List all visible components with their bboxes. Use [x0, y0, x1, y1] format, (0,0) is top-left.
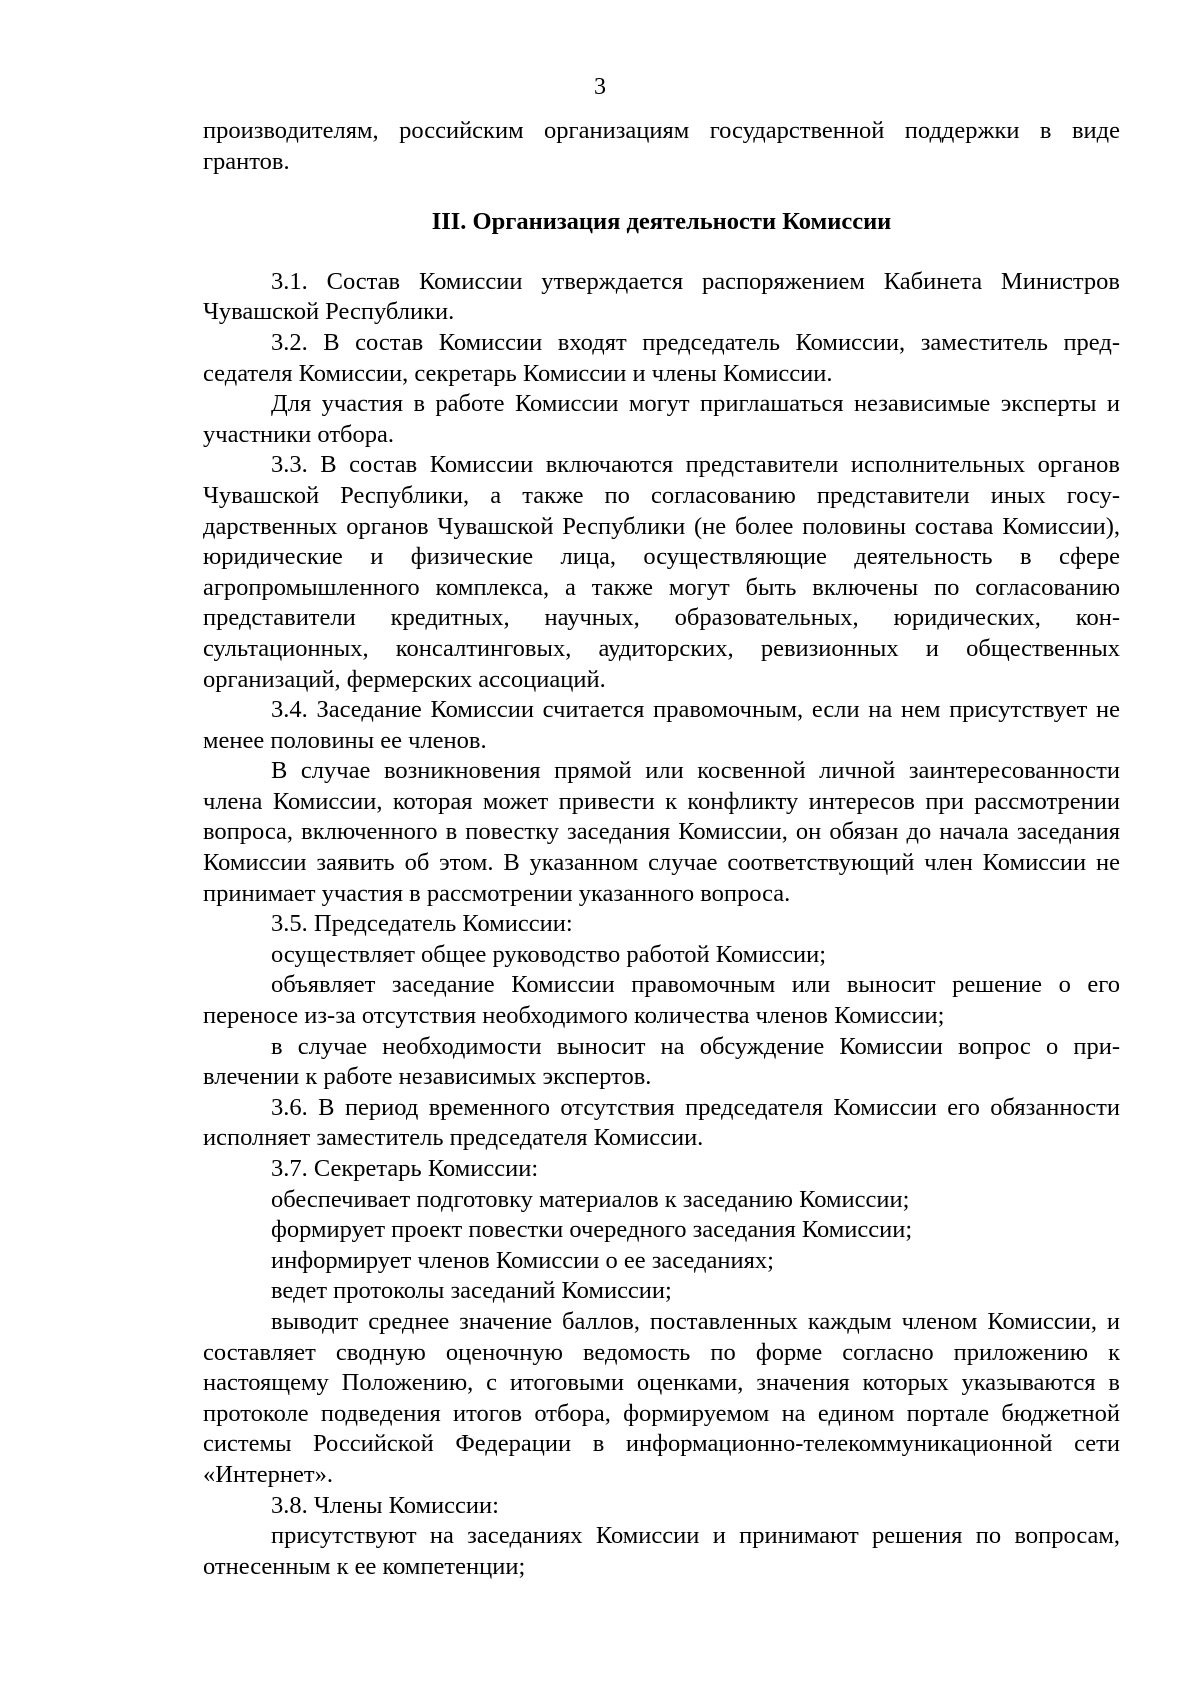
- paragraph: объявляет заседание Комиссии правомочным или выносит решение о его переносе из-за отсутствия необходимого количества членов Комиссии;: [203, 971, 1120, 1030]
- paragraph: 3.6. В период временного отсутствия председателя Комиссии его обязанности исполняет заместитель председателя Комиссии.: [203, 1093, 1120, 1152]
- paragraph: в случае необходимости выносит на обсуждение Комиссии вопрос о привлечении к работе независимых экспертов.: [203, 1032, 1120, 1091]
- paragraph: 3.3. В состав Комиссии включаются представители исполнительных органов Чувашской Республики, а также по согласованию представители иных государственных органов Чувашской Республики (не более половины состава Комиссии), юридические и физические лица, осуществляющие деятельность в сфере агропромышленного комплекса, а также могут быть включены по согласованию представители кредитных, научных, образовательных, юридических, консультационных, консалтинговых, аудиторских, ревизионных и общественных организаций, фермерских ассоциаций.: [203, 451, 1120, 693]
- paragraph: формирует проект повестки очередного заседания Комиссии;: [271, 1216, 913, 1244]
- paragraph: ведет протоколы заседаний Комиссии;: [271, 1277, 672, 1305]
- paragraph: 3.4. Заседание Комиссии считается правомочным, если на нем присутствует не менее половины ее членов.: [203, 696, 1120, 754]
- page-number: 3: [594, 74, 606, 100]
- paragraph: 3.8. Члены Комиссии:: [271, 1491, 499, 1519]
- paragraph: В случае возникновения прямой или косвенной личной заинтересованности члена Комиссии, которая может привести к конфликту интересов при рассмотрении вопроса, включенного в повестку заседания Комиссии, он обязан до начала заседания Комиссии заявить об этом. В указанном случае соответствующий член Комиссии не принимает участия в рассмотрении указанного вопроса.: [203, 757, 1120, 907]
- paragraph: информирует членов Комиссии о ее заседаниях;: [271, 1246, 774, 1274]
- paragraph: 3.1. Состав Комиссии утверждается распоряжением Кабинета Министров Чувашской Республики.: [203, 267, 1120, 326]
- document-body: [203, 116, 1120, 1582]
- section-heading: III. Организация деятельности Комиссии: [431, 208, 892, 236]
- continuation-paragraph: производителям, российским организациям государственной поддержки в виде грантов.: [203, 117, 1120, 175]
- paragraph: обеспечивает подготовку материалов к заседанию Комиссии;: [271, 1185, 910, 1213]
- paragraph: 3.7. Секретарь Комиссии:: [271, 1155, 539, 1182]
- paragraph: 3.5. Председатель Комиссии:: [271, 910, 573, 938]
- paragraph: присутствуют на заседаниях Комиссии и принимают решения по вопросам, отнесенным к ее компетенции;: [203, 1522, 1120, 1580]
- paragraph: осуществляет общее руководство работой Комиссии;: [271, 940, 827, 968]
- paragraph: Для участия в работе Комиссии могут приглашаться независимые эксперты и участники отбора.: [203, 390, 1120, 448]
- paragraph: 3.2. В состав Комиссии входят председатель Комиссии, заместитель председателя Комиссии, секретарь Комиссии и члены Комиссии.: [203, 328, 1120, 387]
- paragraph: выводит среднее значение баллов, поставленных каждым членом Комиссии, и составляет сводную оценочную ведомость по форме согласно приложению к настоящему Положению, с итоговыми оценками, значения которых указываются в протоколе подведения итогов отбора, формируемом на едином портале бюджетной системы Российской Федерации в информационно-телекоммуникационной сети «Интернет».: [203, 1307, 1120, 1488]
- paragraph-list: [203, 267, 1120, 1583]
